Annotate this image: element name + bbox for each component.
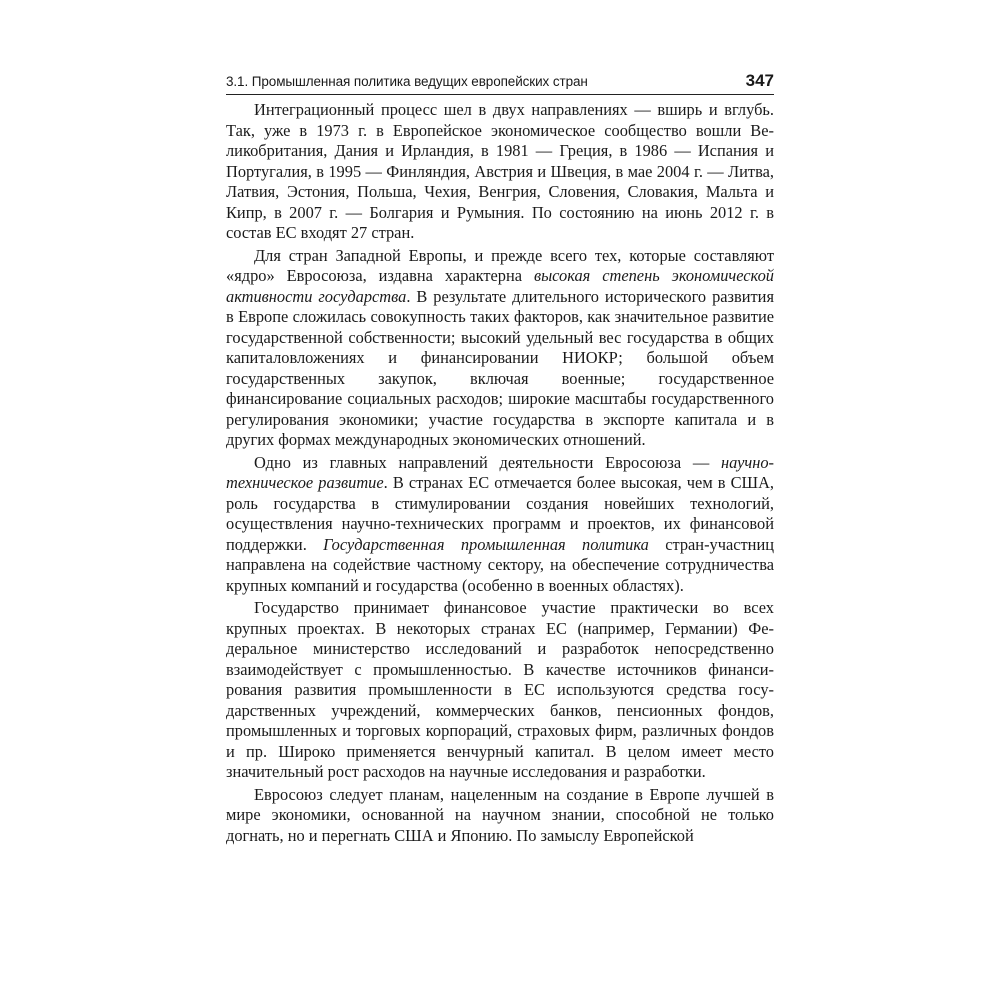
italic-term: научно-техническое развитие (226, 452, 774, 492)
italic-term: Государственная промышленная политика (323, 534, 649, 554)
paragraph-text: стран-участниц направлена на содействие частному сектору, на обеспечение сотрудничества крупных компаний и государства (особенно в военных областях). (226, 534, 774, 595)
paragraph-4 (226, 598, 774, 783)
section-title: 3.1. Промышленная политика ведущих европейских стран (226, 74, 588, 89)
paragraph-text: . В результате длительного исторического развития в Европе сложилась совокупность таких факторов, как значительное развитие государственной собственности; высокий удельный вес государства в общих капиталовложениях и финансировании НИОКР; большой объем государственных закупок, включая военные; государственное финансирование социальных расходов; широкие масштабы государственного регулирования экономики; участие государства в экспорте капитала и в других формах международных экономических отношений. (226, 286, 774, 449)
running-header (226, 68, 774, 95)
paragraph-text: Государство принимает финансовое участие практически во всех крупных проектах. В некоторых странах ЕС (например, Германии) Федеральное министерство исследований и разработок непосредственно взаимодействует с промышленностью. В качестве источников финансирования развития промышленности в ЕС используются средства государственных учреждений, коммерческих банков, пенсионных фондов, промышленных и торговых корпораций, страховых фирм, различных фондов и пр. Широко применяется венчурный капитал. В целом имеет место значительный рост расходов на научные исследования и разработки. (226, 598, 774, 781)
paragraph-text: Интеграционный процесс шел в двух направлениях — вширь и вглубь. Так, уже в 1973 г. в Европейское экономическое сообщество вошли Великобритания, Дания и Ирландия, в 1981 — Греция, в 1986 — Испания и Португалия, в 1995 — Финляндия, Австрия и Швеция, в мае 2004 г. — Литва, Латвия, Эстония, Польша, Чехия, Венгрия, Словения, Словакия, Мальта и Кипр, в 2007 г. — Болгария и Румыния. По состоянию на июнь 2012 г. в состав ЕС входят 27 стран. (226, 100, 774, 242)
paragraph-1 (226, 100, 774, 244)
italic-term: высокая степень экономической активности государства (226, 266, 774, 306)
paragraph-text: Для стран Западной Европы, и прежде всего тех, которые составляют «ядро» Евросоюза, издавна характерна (226, 245, 774, 285)
paragraph-3 (226, 453, 774, 597)
page-body (226, 100, 774, 846)
page-number: 347 (745, 71, 774, 90)
paragraph-text: Евросоюз следует планам, нацеленным на создание в Европе лучшей в мире экономики, основанной на научном знании, способной не только догнать, но и перегнать США и Японию. По замыслу Европейской (226, 784, 774, 845)
paragraph-5 (226, 785, 774, 847)
paragraph-2 (226, 246, 774, 451)
paragraph-text: Одно из главных направлений деятельности Евросоюза — (254, 452, 721, 472)
paragraph-text: . В странах ЕС отмечается более высокая, чем в США, роль государства в стимулировании создания новейших технологий, осуществления научно-технических программ и проектов, их финансовой поддержки. (226, 473, 774, 554)
